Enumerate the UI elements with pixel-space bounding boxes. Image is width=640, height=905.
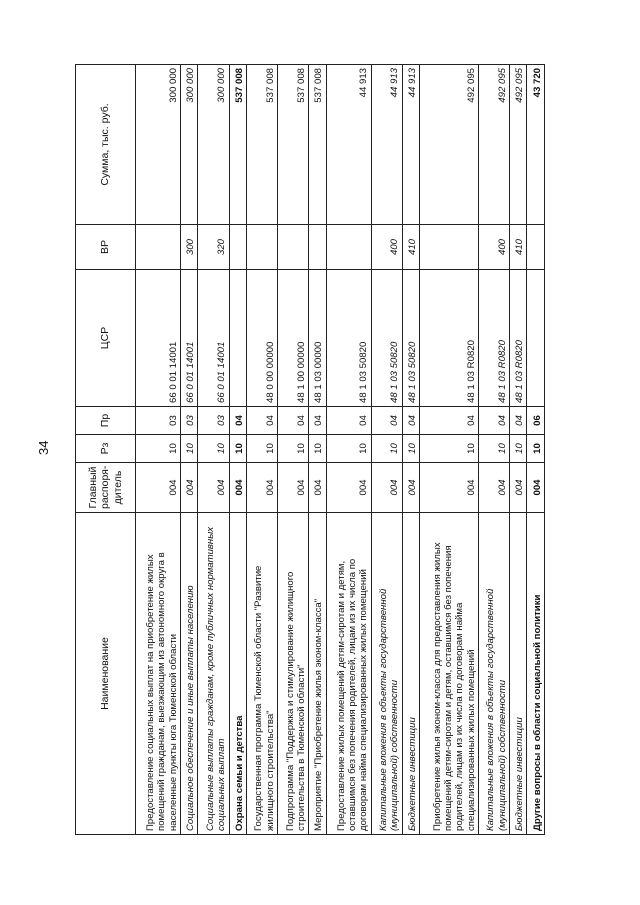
table-row (402, 65, 419, 835)
row-csr-cell (527, 270, 545, 407)
page-number: 34 (36, 440, 51, 455)
table-row (198, 65, 229, 835)
table-row (478, 65, 509, 835)
row-pr-cell: 03 (180, 407, 197, 435)
row-vr-cell (326, 225, 371, 270)
row-csr-cell: 48 1 03 00000 (309, 270, 326, 407)
budget-table (75, 64, 545, 835)
row-admin-cell: 004 (402, 463, 419, 513)
row-sum-cell: 537 008 (309, 65, 326, 225)
row-csr-cell: 48 1 03 50820 (402, 270, 419, 407)
row-vr-cell: 320 (198, 225, 229, 270)
row-pr-cell: 04 (402, 407, 419, 435)
row-admin-cell: 004 (180, 463, 197, 513)
row-name-cell: Приобретение жилья эконом-класса для предоставления жилых помещений детям-сиротам и детям, оставшимся без попечения родителей, лицам из их числа по договорам найма специализированных жилых помещений (420, 513, 479, 835)
row-pr-cell: 04 (420, 407, 479, 435)
row-sum-cell: 300 000 (198, 65, 229, 225)
row-admin-cell: 004 (510, 463, 527, 513)
row-name-cell: Мероприятие "Приобретение жилья эконом-класса" (309, 513, 326, 835)
row-admin-cell: 004 (246, 463, 277, 513)
row-rz-cell: 10 (371, 435, 402, 463)
col-header-csr: ЦСР (76, 270, 136, 407)
row-rz-cell: 10 (136, 435, 181, 463)
row-sum-cell: 300 000 (180, 65, 197, 225)
row-sum-cell: 300 000 (136, 65, 181, 225)
row-sum-cell: 44 913 (326, 65, 371, 225)
row-name-cell: Капитальные вложения в объекты государственной (муниципальной) собственности (371, 513, 402, 835)
row-pr-cell: 04 (478, 407, 509, 435)
row-pr-cell: 04 (309, 407, 326, 435)
row-pr-cell: 04 (278, 407, 309, 435)
row-csr-cell: 66 0 01 14001 (136, 270, 181, 407)
row-vr-cell: 410 (402, 225, 419, 270)
row-vr-cell (527, 225, 545, 270)
row-rz-cell: 10 (278, 435, 309, 463)
row-csr-cell: 48 1 03 R0820 (478, 270, 509, 407)
row-vr-cell (229, 225, 246, 270)
table-row (371, 65, 402, 835)
row-name-cell: Социальное обеспечение и иные выплаты населению (180, 513, 197, 835)
row-rz-cell: 10 (527, 435, 545, 463)
table-row (309, 65, 326, 835)
row-pr-cell: 04 (510, 407, 527, 435)
row-pr-cell: 04 (229, 407, 246, 435)
table-row (229, 65, 246, 835)
col-header-rz: Рз (76, 435, 136, 463)
col-header-sum: Сумма, тыс. руб. (76, 65, 136, 225)
row-vr-cell (420, 225, 479, 270)
row-csr-cell: 66 0 01 14001 (180, 270, 197, 407)
row-sum-cell: 43 720 (527, 65, 545, 225)
row-pr-cell: 03 (136, 407, 181, 435)
row-pr-cell: 04 (326, 407, 371, 435)
table-body (136, 65, 545, 835)
row-sum-cell: 492 095 (510, 65, 527, 225)
row-name-cell: Бюджетные инвестиции (510, 513, 527, 835)
row-admin-cell: 004 (420, 463, 479, 513)
row-pr-cell: 04 (371, 407, 402, 435)
row-vr-cell (309, 225, 326, 270)
row-admin-cell: 004 (278, 463, 309, 513)
row-sum-cell: 44 913 (402, 65, 419, 225)
row-csr-cell: 48 1 03 R0820 (420, 270, 479, 407)
row-rz-cell: 10 (510, 435, 527, 463)
row-vr-cell (278, 225, 309, 270)
row-name-cell: Социальные выплаты гражданам, кроме публичных нормативных социальных выплат (198, 513, 229, 835)
table-row (527, 65, 545, 835)
row-sum-cell: 492 095 (478, 65, 509, 225)
row-name-cell: Охрана семьи и детства (229, 513, 246, 835)
row-rz-cell: 10 (420, 435, 479, 463)
row-admin-cell: 004 (371, 463, 402, 513)
row-name-cell: Капитальные вложения в объекты государственной (муниципальной) собственности (478, 513, 509, 835)
table-row (278, 65, 309, 835)
row-csr-cell: 48 1 03 50820 (326, 270, 371, 407)
row-name-cell: Другие вопросы в области социальной политики (527, 513, 545, 835)
row-name-cell: Бюджетные инвестиции (402, 513, 419, 835)
row-csr-cell: 48 1 03 50820 (371, 270, 402, 407)
row-rz-cell: 10 (402, 435, 419, 463)
row-name-cell: Государственная программа Тюменской области "Развитие жилищного строительства" (246, 513, 277, 835)
row-admin-cell: 004 (198, 463, 229, 513)
row-csr-cell: 48 1 03 R0820 (510, 270, 527, 407)
row-pr-cell: 04 (246, 407, 277, 435)
row-name-cell: Предоставление социальных выплат на приобретение жилых помещений гражданам, выезжающим из автономного округа в населенные пункты юга Тюменской области (136, 513, 181, 835)
row-pr-cell: 03 (198, 407, 229, 435)
row-csr-cell: 48 0 00 00000 (246, 270, 277, 407)
rotated-table-wrapper (75, 65, 545, 835)
row-admin-cell: 004 (478, 463, 509, 513)
table-row (180, 65, 197, 835)
row-rz-cell: 10 (246, 435, 277, 463)
row-csr-cell: 48 1 00 00000 (278, 270, 309, 407)
table-row (420, 65, 479, 835)
row-rz-cell: 10 (478, 435, 509, 463)
col-header-name: Наименование (76, 513, 136, 835)
row-vr-cell: 300 (180, 225, 197, 270)
col-header-admin: Главный распоря-дитель (76, 463, 136, 513)
table-row (326, 65, 371, 835)
table-row (510, 65, 527, 835)
table-row (246, 65, 277, 835)
row-vr-cell: 400 (478, 225, 509, 270)
row-csr-cell: 66 0 01 14001 (198, 270, 229, 407)
row-rz-cell: 10 (229, 435, 246, 463)
row-admin-cell: 004 (229, 463, 246, 513)
col-header-pr: Пр (76, 407, 136, 435)
row-name-cell: Предоставление жилых помещений детям-сиротам и детям, оставшимся без попечения родителей, лицам из их числа по договорам найма специализированных жилых помещений (326, 513, 371, 835)
row-admin-cell: 004 (527, 463, 545, 513)
row-pr-cell: 06 (527, 407, 545, 435)
row-rz-cell: 10 (309, 435, 326, 463)
row-rz-cell: 10 (198, 435, 229, 463)
row-vr-cell (136, 225, 181, 270)
row-admin-cell: 004 (136, 463, 181, 513)
header-row (76, 65, 136, 835)
row-vr-cell: 400 (371, 225, 402, 270)
row-vr-cell: 410 (510, 225, 527, 270)
row-rz-cell: 10 (326, 435, 371, 463)
col-header-vr: ВР (76, 225, 136, 270)
row-admin-cell: 004 (326, 463, 371, 513)
row-csr-cell (229, 270, 246, 407)
row-admin-cell: 004 (309, 463, 326, 513)
table-row (136, 65, 181, 835)
row-sum-cell: 492 095 (420, 65, 479, 225)
row-name-cell: Подпрограмма "Поддержка и стимулирование жилищного строительства в Тюменской области" (278, 513, 309, 835)
row-sum-cell: 537 008 (278, 65, 309, 225)
row-sum-cell: 44 913 (371, 65, 402, 225)
row-sum-cell: 537 008 (246, 65, 277, 225)
row-rz-cell: 10 (180, 435, 197, 463)
row-sum-cell: 537 008 (229, 65, 246, 225)
row-vr-cell (246, 225, 277, 270)
